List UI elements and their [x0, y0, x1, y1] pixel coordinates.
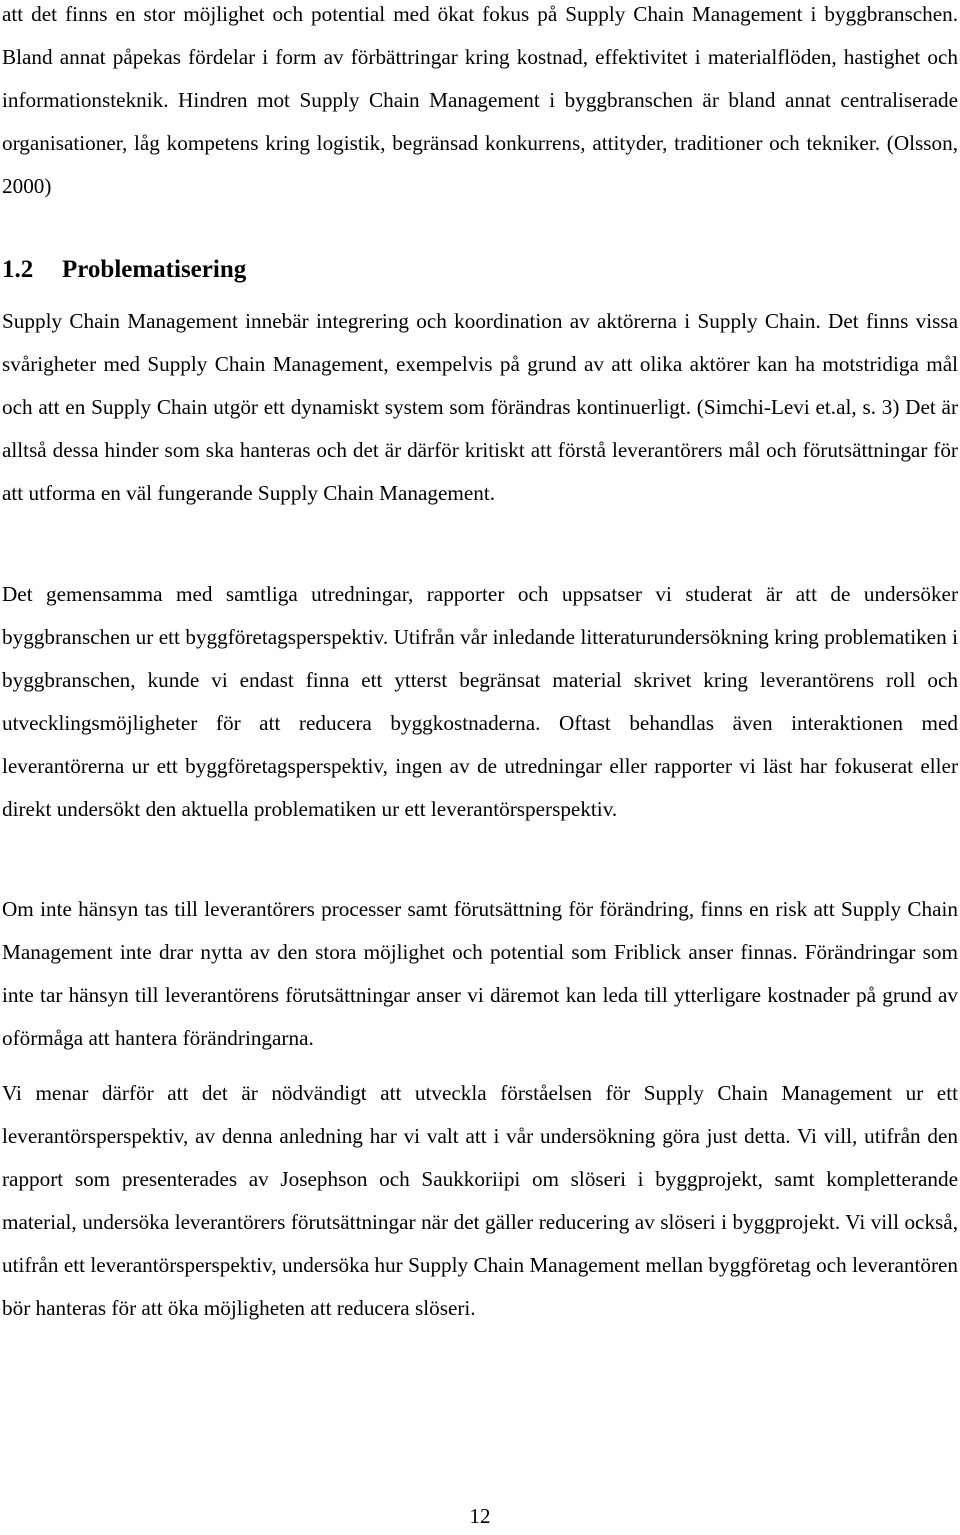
section-title: Problematisering [62, 256, 247, 283]
section-heading [2, 248, 246, 291]
section-number: 1.2 [2, 256, 34, 283]
body-paragraph-3: Om inte hänsyn tas till leverantörers processer samt förutsättning för förändring, finns en risk att Supply Chain Management inte drar nytta av den stora möjlighet och potential som Friblick anser finnas. Förändringar som inte tar hänsyn till leverantörens förutsättningar anser vi däremot kan leda till ytterligare kostnader på grund av oförmåga att hantera förändringarna. [2, 897, 958, 1050]
body-paragraph-2: Det gemensamma med samtliga utredningar, rapporter och uppsatser vi studerat är att de undersöker byggbranschen ur ett byggföretagsperspektiv. Utifrån vår inledande litteraturundersökning kring problematiken i byggbranschen, kunde vi endast finna ett ytterst begränsat material skrivet kring leverantörens roll och utvecklingsmöjligheter för att reducera byggkostnaderna. Oftast behandlas även interaktionen med leverantörerna ur ett byggföretagsperspektiv, ingen av de utredningar eller rapporter vi läst har fokuserat eller direkt undersökt den aktuella problematiken ur ett leverantörsperspektiv. [2, 582, 958, 821]
page-number: 12 [469, 1504, 491, 1528]
body-paragraph-1: Supply Chain Management innebär integrering och koordination av aktörerna i Supply Chain. Det finns vissa svårigheter med Supply Chain Management, exempelvis på grund av att olika aktörer kan ha motstridiga mål och att en Supply Chain utgör ett dynamiskt system som förändras kontinuerligt. (Simchi-Levi et.al, s. 3) Det är alltså dessa hinder som ska hanteras och det är därför kritiskt att förstå leverantörers mål och förutsättningar för att utforma en väl fungerande Supply Chain Management. [2, 309, 958, 505]
intro-paragraph: att det finns en stor möjlighet och potential med ökat fokus på Supply Chain Management i byggbranschen. Bland annat påpekas fördelar i form av förbättringar kring kostnad, effektivitet i materialflöden, hastighet och informationsteknik. Hindren mot Supply Chain Management i byggbranschen är bland annat centraliserade organisationer, låg kompetens kring logistik, begränsad konkurrens, attityder, traditioner och tekniker. (Olsson, 2000) [2, 2, 958, 198]
body-paragraph-4: Vi menar därför att det är nödvändigt att utveckla förståelsen för Supply Chain Management ur ett leverantörsperspektiv, av denna anledning har vi valt att i vår undersökning göra just detta. Vi vill, utifrån den rapport som presenterades av Josephson och Saukkoriipi om slöseri i byggprojekt, samt kompletterande material, undersöka leverantörers förutsättningar när det gäller reducering av slöseri i byggprojekt. Vi vill också, utifrån ett leverantörsperspektiv, undersöka hur Supply Chain Management mellan byggföretag och leverantören bör hanteras för att öka möjligheten att reducera slöseri. [2, 1081, 958, 1320]
